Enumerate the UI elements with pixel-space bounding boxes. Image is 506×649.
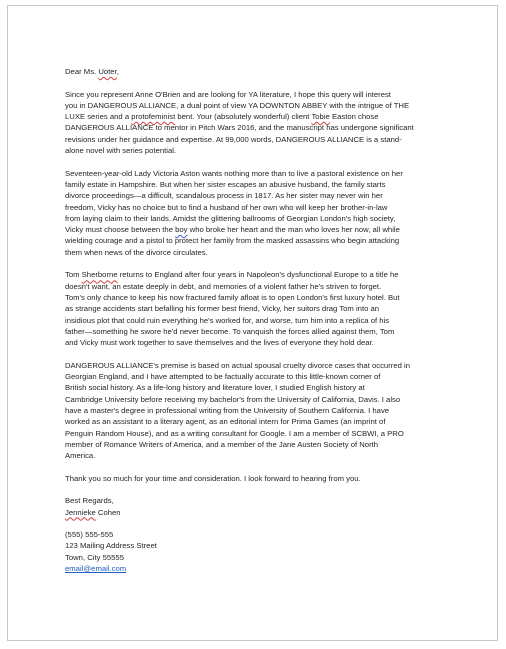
- text-line: you in DANGEROUS ALLIANCE, a dual point of view YA DOWNTON ABBEY with the intrigue of THE: [65, 100, 410, 110]
- sign-off: [65, 495, 451, 518]
- text-line: as strange accidents start befalling his former best friend, Vicky, her suitors drag Tom into an: [65, 304, 380, 314]
- text-line: revisions under her guidance and expertise. At 99,000 words, DANGEROUS ALLIANCE is a stand-: [65, 134, 402, 144]
- text-line: divorce proceedings—a difficult, scandalous process in 1817. As her sister may never win her: [65, 191, 383, 201]
- text-fragment: bent. Your (absolutely wonderful) client: [175, 112, 312, 122]
- text-line: wielding courage and a pistol to protect her family from the masked assassins who begin attacking: [65, 236, 400, 246]
- text-fragment: Tom: [65, 270, 82, 280]
- salutation: [65, 66, 451, 77]
- text-line: Tom's only chance to keep his now fractured family afloat is to open London's first luxury hotel. But: [65, 292, 400, 302]
- closing-phrase: Best Regards,: [65, 496, 114, 506]
- text-line: insidious plot that could ruin everything he's worked for, and worse, turn him into a replica of his: [65, 315, 390, 325]
- text-line: [65, 269, 451, 280]
- text-line: America.: [65, 451, 96, 461]
- document-page: [7, 5, 498, 641]
- signer-name: [65, 507, 451, 518]
- text-line: DANGEROUS ALLIANCE to mentor in Pitch Wars 2016, and the manuscript has undergone significant: [65, 123, 414, 133]
- text-line: Seventeen-year-old Lady Victoria Aston wants nothing more than to live a pastoral existence on her: [65, 168, 403, 178]
- text-line: family estate in Hampshire. But when her sister escapes an abusive husband, the family starts: [65, 179, 386, 189]
- paragraph-intro: [65, 89, 451, 157]
- spelling-flagged-word: protofeminist: [131, 112, 176, 122]
- paragraph-tom: [65, 269, 451, 348]
- signer-first-name: Jennieke: [65, 507, 96, 517]
- text-line: worked as an assistant to a literary agent, as an editorial intern for Prima Games (an imprint of: [65, 417, 386, 427]
- signer-last-name: Cohen: [95, 507, 121, 517]
- text-line: [65, 224, 451, 235]
- salutation-suffix: ,: [116, 67, 119, 76]
- grammar-flagged-word: boy: [175, 225, 188, 235]
- spelling-flagged-word: Sherborne: [81, 270, 118, 280]
- email-line: [65, 563, 451, 574]
- text-line: Penguin Random House), and as a writing consultant for Google. I am a member of SCBWI, a PRO: [65, 428, 404, 438]
- text-line: British social history. As a life-long history and literature lover, I studied English history at: [65, 383, 365, 393]
- text-line: Thank you so much for your time and consideration. I look forward to hearing from you.: [65, 473, 361, 483]
- text-line: DANGEROUS ALLIANCE's premise is based on actual spousal cruelty divorce cases that occurred in: [65, 360, 410, 370]
- text-line: freedom, Vicky has no choice but to find a husband of her own who will keep her brother-in-law: [65, 202, 388, 212]
- paragraph-thanks: [65, 473, 451, 484]
- paragraph-victoria: [65, 168, 451, 258]
- salutation-prefix: Dear Ms.: [65, 67, 99, 76]
- text-line: and Vicky must work together to save themselves and the lives of everyone they hold dear.: [65, 338, 374, 348]
- text-fragment: who broke her heart and the man who loves her now, all while: [187, 225, 400, 235]
- phone-number: (555) 555-555: [65, 530, 114, 540]
- text-line: from laying claim to their lands. Amidst the glittering ballrooms of Georgian London's high society,: [65, 213, 396, 223]
- text-line: [65, 111, 451, 122]
- email-link[interactable]: email@email.com: [65, 564, 127, 574]
- text-fragment: returns to England after four years in Napoleon's dysfunctional Europe to a title he: [117, 270, 399, 280]
- text-fragment: LUXE series and a: [65, 112, 132, 122]
- contact-block: [65, 529, 451, 574]
- salutation-name: Uoter: [98, 67, 117, 76]
- text-line: alone novel with series potential.: [65, 146, 177, 156]
- text-line: Georgian England, and I have attempted to be factually accurate to this little-known corner of: [65, 372, 381, 382]
- text-line: Cambridge University before receiving my bachelor's from the University of California, Davis. I also: [65, 394, 401, 404]
- text-line: member of Romance Writers of America, and a member of the Jane Austen Society of North: [65, 439, 379, 449]
- text-line: doesn't want, an estate deeply in debt, and memories of a violent father he's striven to forget.: [65, 281, 382, 291]
- paragraph-bio: [65, 360, 451, 462]
- text-line: father—something he swore he'd never become. To vanquish the forces allied against them, Tom: [65, 326, 395, 336]
- text-fragment: Vicky must choose between the: [65, 225, 176, 235]
- address-line-2: Town, City 55555: [65, 552, 124, 562]
- text-line: Since you represent Anne O'Brien and are looking for YA literature, I hope this query will interest: [65, 89, 391, 99]
- address-line-1: 123 Mailing Address Street: [65, 541, 157, 551]
- spelling-flagged-word: Tobie: [311, 112, 330, 122]
- text-line: them when news of the divorce circulates.: [65, 247, 208, 257]
- text-line: have a master's degree in professional writing from the University of Southern California. I have: [65, 405, 390, 415]
- letter-body: [65, 66, 451, 574]
- text-fragment: Easton chose: [329, 112, 379, 122]
